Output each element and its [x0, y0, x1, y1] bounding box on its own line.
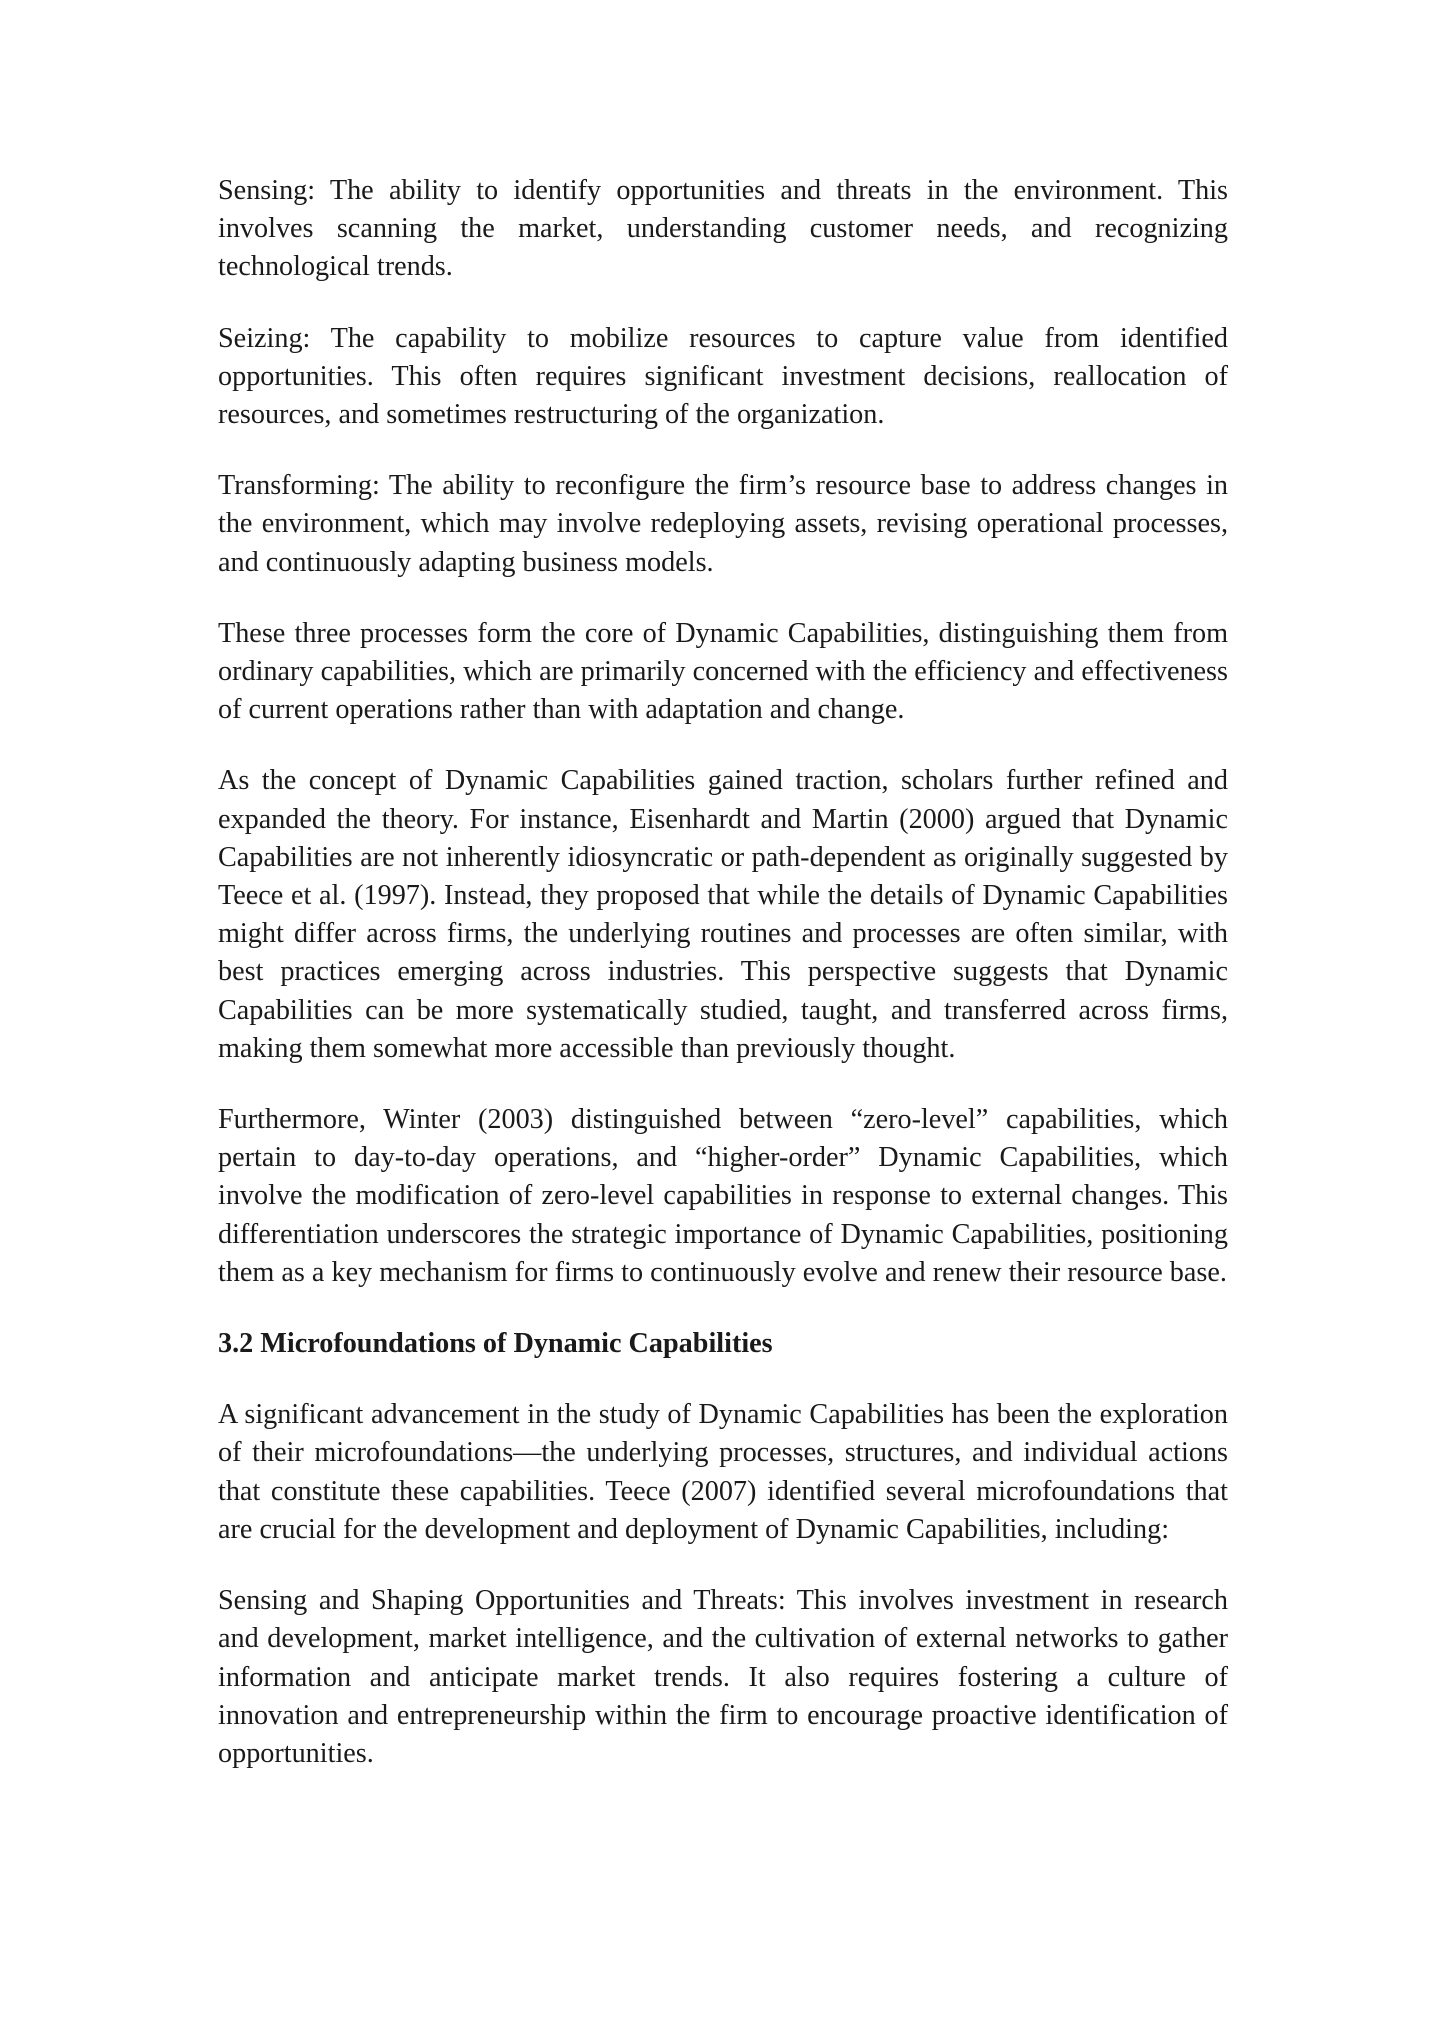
paragraph-seizing: Seizing: The capability to mobilize resources to capture value from identified opportunities. This often requires significant investment decisions, reallocation of resources, and sometimes restructuring of the organization. — [218, 322, 1228, 431]
paragraph-sensing-shaping: Sensing and Shaping Opportunities and Threats: This involves investment in research and development, market intelligence, and the cultivation of external networks to gather information and anticipate market trends. It also requires fostering a culture of innovation and entrepreneurship within the firm to encourage proactive identification of opportunities. — [218, 1585, 1228, 1769]
paragraph-core-processes: These three processes form the core of Dynamic Capabilities, distinguishing them from ordinary capabilities, which are primarily concerned with the efficiency and effectiveness of current operations rather than with adaptation and change. — [218, 617, 1228, 726]
paragraph-microfoundations: A significant advancement in the study of Dynamic Capabilities has been the exploration of their microfoundations—the underlying processes, structures, and individual actions that constitute these capabilities. Teece (2007) identified several microfoundations that are crucial for the development and deployment of Dynamic Capabilities, including: — [218, 1399, 1228, 1545]
document-page — [218, 172, 1228, 1806]
paragraph-theory-refinement: As the concept of Dynamic Capabilities gained traction, scholars further refined and expanded the theory. For instance, Eisenhardt and Martin (2000) argued that Dynamic Capabilities are not inherently idiosyncratic or path-dependent as originally suggested by Teece et al. (1997). Instead, they proposed that while the details of Dynamic Capabilities might differ across firms, the underlying routines and processes are often similar, with best practices emerging across industries. This perspective suggests that Dynamic Capabilities can be more systematically studied, taught, and transferred across firms, making them somewhat more accessible than previously thought. — [218, 765, 1228, 1064]
paragraph-winter-2003: Furthermore, Winter (2003) distinguished between “zero-level” capabilities, which pertain to day-to-day operations, and “higher-order” Dynamic Capabilities, which involve the modification of zero-level capabilities in response to external changes. This differentiation underscores the strategic importance of Dynamic Capabilities, positioning them as a key mechanism for firms to continuously evolve and renew their resource base. — [218, 1104, 1228, 1288]
section-heading: 3.2 Microfoundations of Dynamic Capabilities — [218, 1328, 773, 1360]
paragraph-transforming: Transforming: The ability to reconfigure the firm’s resource base to address changes in the environment, which may involve redeploying assets, revising operational processes, and continuously adapting business models. — [218, 470, 1228, 578]
paragraph-sensing: Sensing: The ability to identify opportunities and threats in the environment. This involves scanning the market, understanding customer needs, and recognizing technological trends. — [218, 175, 1228, 283]
